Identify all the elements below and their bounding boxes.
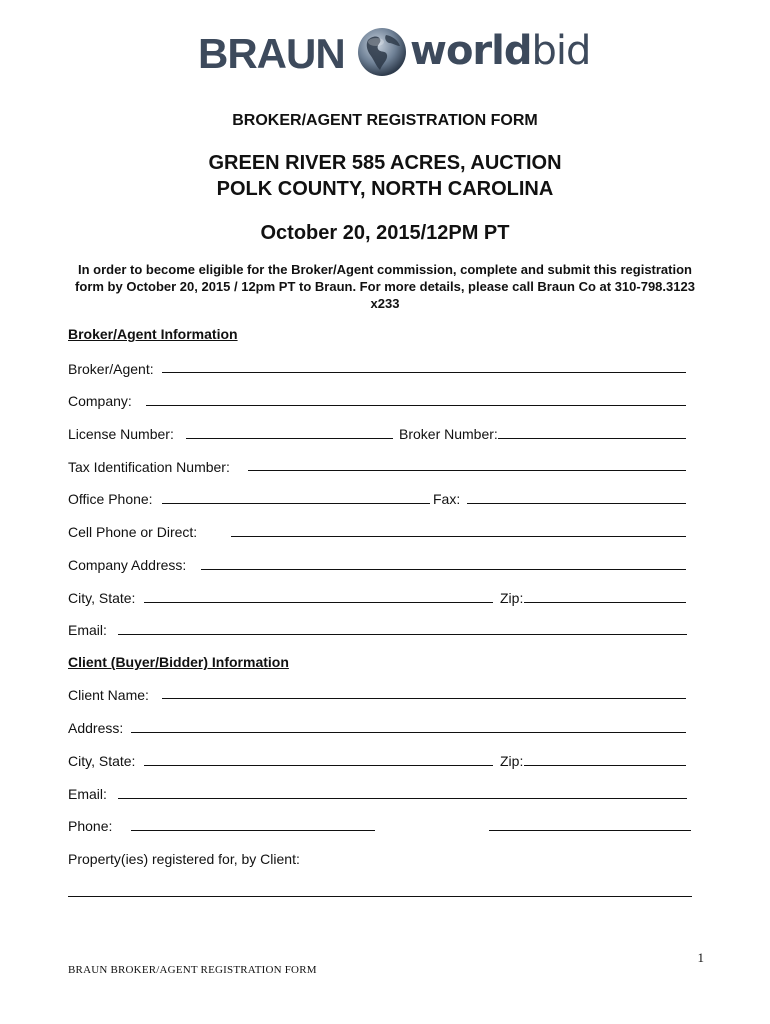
globe-icon: [356, 26, 408, 78]
logo-brand: BRAUN: [198, 30, 345, 77]
office-phone-field[interactable]: [162, 503, 430, 504]
braun-worldbid-logo: [196, 24, 591, 80]
form-title: BROKER/AGENT REGISTRATION FORM: [232, 112, 538, 129]
auction-title: [0, 150, 770, 202]
company-address-field[interactable]: [201, 569, 686, 570]
company-label: Company:: [68, 393, 132, 409]
client-city-state-field[interactable]: [144, 765, 493, 766]
client-city-state-label: City, State:: [68, 753, 136, 769]
broker-email-label: Email:: [68, 622, 107, 638]
broker-zip-label: Zip:: [500, 590, 524, 606]
tax-id-field[interactable]: [248, 470, 686, 471]
company-address-label: Company Address:: [68, 557, 187, 573]
broker-agent-field[interactable]: [162, 372, 686, 373]
fax-label: Fax:: [433, 491, 461, 507]
client-name-label: Client Name:: [68, 687, 149, 703]
license-number-field[interactable]: [186, 438, 393, 439]
broker-number-label: Broker Number:: [399, 426, 498, 442]
fax-field[interactable]: [467, 503, 686, 504]
broker-agent-label: Broker/Agent:: [68, 361, 154, 377]
client-phone-field[interactable]: [131, 830, 375, 831]
license-number-label: License Number:: [68, 426, 174, 442]
broker-zip-field[interactable]: [524, 602, 686, 603]
properties-field[interactable]: [68, 896, 692, 897]
broker-city-state-field[interactable]: [144, 602, 493, 603]
client-email-field[interactable]: [118, 798, 687, 799]
logo-product-bold: world: [410, 28, 532, 74]
auction-title-line1: GREEN RIVER 585 ACRES, AUCTION: [208, 152, 562, 174]
cell-phone-label: Cell Phone or Direct:: [68, 524, 198, 540]
client-name-field[interactable]: [162, 698, 686, 699]
client-zip-field[interactable]: [524, 765, 686, 766]
office-phone-label: Office Phone:: [68, 491, 153, 507]
auction-date: October 20, 2015/12PM PT: [260, 222, 510, 244]
auction-title-line2: POLK COUNTY, NORTH CAROLINA: [216, 178, 554, 200]
page-number: 1: [697, 950, 704, 965]
logo-product: [410, 28, 590, 74]
broker-email-field[interactable]: [118, 634, 687, 635]
client-address-label: Address:: [68, 720, 124, 736]
client-phone-field-2[interactable]: [489, 830, 691, 831]
client-section-heading: Client (Buyer/Bidder) Information: [68, 654, 289, 670]
properties-label: Property(ies) registered for, by Client:: [68, 851, 300, 867]
footer-text: BRAUN BROKER/AGENT REGISTRATION FORM: [68, 964, 317, 976]
intro-paragraph: In order to become eligible for the Broker/Agent commission, complete and submit this registration form by October 20, 2015 / 12pm PT to Braun. For more details, please call Braun Co at 310-798.3123 x233: [75, 262, 695, 311]
broker-number-field[interactable]: [498, 438, 686, 439]
client-email-label: Email:: [68, 786, 107, 802]
client-phone-label: Phone:: [68, 818, 113, 834]
client-address-field[interactable]: [131, 732, 686, 733]
logo-product-light: bid: [531, 28, 591, 74]
cell-phone-field[interactable]: [231, 536, 686, 537]
broker-section-heading: Broker/Agent Information: [68, 326, 238, 342]
broker-city-state-label: City, State:: [68, 590, 136, 606]
tax-id-label: Tax Identification Number:: [68, 459, 230, 475]
company-field[interactable]: [146, 405, 686, 406]
client-zip-label: Zip:: [500, 753, 524, 769]
